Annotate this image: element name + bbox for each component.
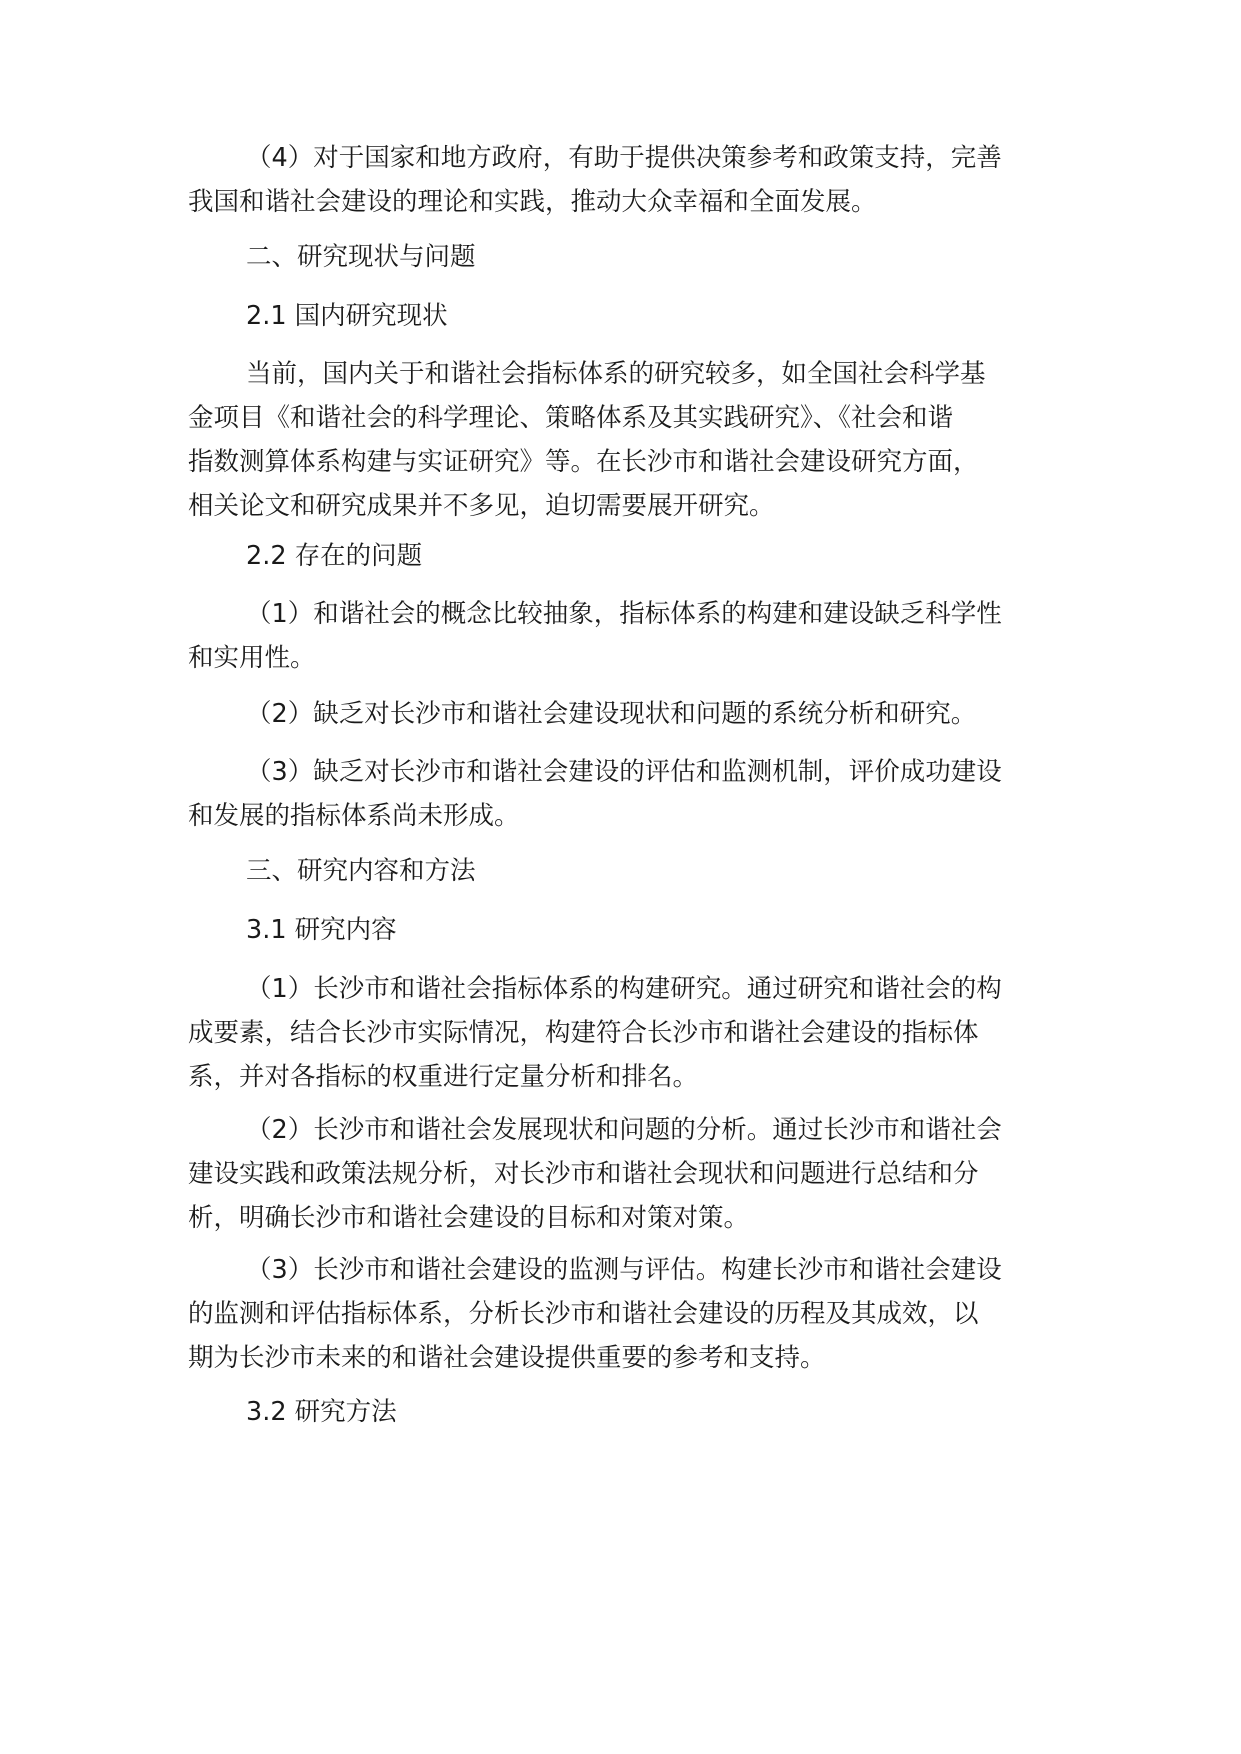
- paragraph-problem-1: [188, 592, 1068, 680]
- paragraph-domestic-research: [188, 352, 1068, 528]
- paragraph-problem-3: [188, 750, 1068, 838]
- text-line: 三、研究内容和方法: [246, 856, 476, 886]
- text-line: 金项目《和谐社会的科学理论、策略体系及其实践研究》、《社会和谐: [188, 403, 954, 433]
- text-line: 3.2 研究方法: [246, 1397, 397, 1427]
- text-line: 2.1 国内研究现状: [246, 301, 448, 331]
- text-line: 析，明确长沙市和谐社会建设的目标和对策对策。: [188, 1203, 750, 1233]
- paragraph-government-significance: [188, 136, 1068, 224]
- text-line: （3）长沙市和谐社会建设的监测与评估。构建长沙市和谐社会建设: [246, 1255, 1002, 1285]
- subsection-heading-2-2: [188, 534, 1068, 578]
- paragraph-content-1: [188, 967, 1068, 1099]
- text-line: （2）缺乏对长沙市和谐社会建设现状和问题的系统分析和研究。: [246, 699, 977, 729]
- text-line: 我国和谐社会建设的理论和实践，推动大众幸福和全面发展。: [188, 187, 877, 217]
- subsection-heading-2-1: [188, 294, 1068, 338]
- section-heading-3: [188, 849, 1068, 893]
- text-line: 相关论文和研究成果并不多见，迫切需要展开研究。: [188, 491, 775, 521]
- text-line: 建设实践和政策法规分析，对长沙市和谐社会现状和问题进行总结和分: [188, 1159, 979, 1189]
- text-line: 成要素，结合长沙市实际情况，构建符合长沙市和谐社会建设的指标体: [188, 1018, 979, 1048]
- text-line: （2）长沙市和谐社会发展现状和问题的分析。通过长沙市和谐社会: [246, 1115, 1002, 1145]
- text-line: 2.2 存在的问题: [246, 541, 423, 571]
- text-line: 期为长沙市未来的和谐社会建设提供重要的参考和支持。: [188, 1343, 826, 1373]
- subsection-heading-3-2: [188, 1390, 1068, 1434]
- text-line: 二、研究现状与问题: [246, 242, 476, 272]
- text-line: （1）和谐社会的概念比较抽象，指标体系的构建和建设缺乏科学性: [246, 599, 1002, 629]
- section-heading-2: [188, 235, 1068, 279]
- text-line: 3.1 研究内容: [246, 915, 397, 945]
- text-line: （3）缺乏对长沙市和谐社会建设的评估和监测机制，评价成功建设: [246, 757, 1002, 787]
- paragraph-problem-2: [188, 692, 1068, 736]
- text-line: 指数测算体系构建与实证研究》等。在长沙市和谐社会建设研究方面，: [188, 447, 979, 477]
- text-line: 和发展的指标体系尚未形成。: [188, 801, 520, 831]
- text-line: 系，并对各指标的权重进行定量分析和排名。: [188, 1062, 699, 1092]
- paragraph-content-3: [188, 1248, 1068, 1380]
- text-line: 的监测和评估指标体系，分析长沙市和谐社会建设的历程及其成效，以: [188, 1299, 979, 1329]
- text-line: 当前，国内关于和谐社会指标体系的研究较多，如全国社会科学基: [246, 359, 986, 389]
- paragraph-content-2: [188, 1108, 1068, 1240]
- text-line: 和实用性。: [188, 643, 316, 673]
- subsection-heading-3-1: [188, 908, 1068, 952]
- text-line: （1）长沙市和谐社会指标体系的构建研究。通过研究和谐社会的构: [246, 974, 1002, 1004]
- text-line: （4）对于国家和地方政府，有助于提供决策参考和政策支持，完善: [246, 143, 1002, 173]
